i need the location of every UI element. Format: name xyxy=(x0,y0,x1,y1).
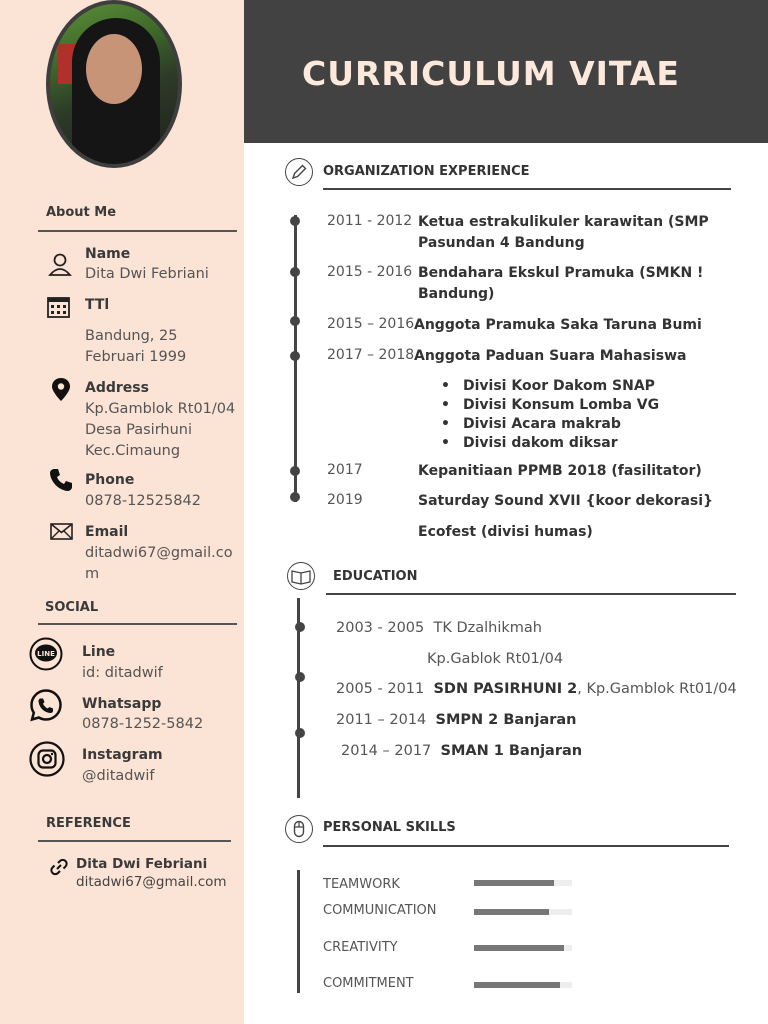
address-line3: Kec.Cimaung xyxy=(85,443,181,459)
skill-bar-track xyxy=(474,945,572,951)
reference-rule xyxy=(38,840,231,842)
line-value: id: ditadwif xyxy=(82,665,163,681)
phone-value: 0878-12525842 xyxy=(85,493,201,509)
social-rule xyxy=(38,623,237,625)
skill-label: TEAMWORK xyxy=(323,877,400,892)
sidebar xyxy=(0,0,244,1024)
edu-school-4: SMAN 1 Banjaran xyxy=(440,743,583,759)
address-label: Address xyxy=(85,380,149,396)
name-value: Dita Dwi Febriani xyxy=(85,266,209,282)
timeline-dot xyxy=(290,316,300,326)
org-desc-2-line2: Bandung) xyxy=(418,286,495,302)
reference-heading: REFERENCE xyxy=(46,816,131,831)
skill-bar-fill xyxy=(474,909,549,915)
org-bullet: • Divisi Acara makrab xyxy=(463,416,621,432)
header-banner xyxy=(244,0,768,143)
org-desc-6-line2: Ecofest (divisi humas) xyxy=(418,524,593,540)
pencil-icon xyxy=(285,158,313,186)
org-desc-4: Anggota Paduan Suara Mahasiswa xyxy=(414,348,687,364)
org-year-5: 2017 xyxy=(327,462,363,478)
person-icon xyxy=(47,251,73,277)
timeline-dot xyxy=(295,672,305,682)
profile-photo xyxy=(46,0,182,168)
org-year-2: 2015 - 2016 xyxy=(327,264,413,280)
mail-icon xyxy=(49,519,75,545)
instagram-label: Instagram xyxy=(82,747,163,763)
svg-text:LINE: LINE xyxy=(37,650,55,658)
skill-bar-fill xyxy=(474,880,554,886)
edu-school-2: SDN PASIRHUNI 2 xyxy=(433,681,578,697)
calendar-icon xyxy=(46,294,72,320)
link-icon xyxy=(49,857,69,877)
edu-year-1: 2003 - 2005 xyxy=(336,620,425,636)
line-app-icon xyxy=(29,637,63,671)
timeline-dot xyxy=(295,622,305,632)
edu-address-2: , Kp.Gamblok Rt01/04 xyxy=(577,681,737,697)
org-year-4: 2017 – 2018 xyxy=(327,347,415,363)
about-rule xyxy=(38,230,237,232)
timeline-dot xyxy=(295,728,305,738)
timeline-dot xyxy=(290,466,300,476)
skill-label: COMMITMENT xyxy=(323,976,414,991)
name-label: Name xyxy=(85,246,131,262)
org-year-3: 2015 – 2016 xyxy=(327,316,415,332)
email-value-line1: ditadwi67@gmail.co xyxy=(85,545,233,561)
ttl-value-line1: Bandung, 25 xyxy=(85,328,178,344)
org-desc-2-line1: Bendahara Ekskul Pramuka (SMKN ! xyxy=(418,265,704,281)
instagram-icon xyxy=(29,741,65,777)
org-year-1: 2011 - 2012 xyxy=(327,213,413,229)
org-bullet: • Divisi Konsum Lomba VG xyxy=(463,397,659,413)
address-line1: Kp.Gamblok Rt01/04 xyxy=(85,401,236,417)
line-label: Line xyxy=(82,644,116,660)
education-heading: EDUCATION xyxy=(333,569,418,584)
whatsapp-value: 0878-1252-5842 xyxy=(82,716,204,732)
edu-entry-3 xyxy=(336,712,577,728)
organization-heading: ORGANIZATION EXPERIENCE xyxy=(323,164,530,179)
mouse-icon xyxy=(285,815,313,843)
skill-bar-track xyxy=(474,982,572,988)
email-label: Email xyxy=(85,524,129,540)
skill-label: COMMUNICATION xyxy=(323,903,437,918)
reference-email: ditadwi67@gmail.com xyxy=(76,874,227,890)
photo-face-shape xyxy=(86,34,142,104)
skill-bar-track xyxy=(474,880,572,886)
edu-year-2: 2005 - 2011 xyxy=(336,681,425,697)
ttl-value-line2: Februari 1999 xyxy=(85,349,187,365)
timeline-dot xyxy=(290,351,300,361)
skill-bar-track xyxy=(474,909,572,915)
skills-heading: PERSONAL SKILLS xyxy=(323,820,456,835)
phone-icon xyxy=(48,467,74,493)
org-year-6: 2019 xyxy=(327,492,363,508)
edu-school-3: SMPN 2 Banjaran xyxy=(435,712,577,728)
org-desc-6-line1: Saturday Sound XVII {koor dekorasi} xyxy=(418,493,714,509)
edu-school-1: TK Dzalhikmah xyxy=(433,620,542,636)
timeline-dot xyxy=(290,216,300,226)
skill-label: CREATIVITY xyxy=(323,940,398,955)
org-desc-5: Kepanitiaan PPMB 2018 (fasilitator) xyxy=(418,463,702,479)
edu-year-3: 2011 – 2014 xyxy=(336,712,427,728)
page-title: CURRICULUM VITAE xyxy=(302,54,680,93)
edu-entry-4 xyxy=(341,743,582,759)
skills-rule xyxy=(323,845,729,847)
open-book-icon xyxy=(287,562,315,590)
education-rule xyxy=(326,593,736,595)
org-bullet: • Divisi Koor Dakom SNAP xyxy=(463,378,655,394)
org-bullet: • Divisi dakom diksar xyxy=(463,435,618,451)
social-heading: SOCIAL xyxy=(45,600,99,615)
skills-timeline xyxy=(297,870,300,993)
whatsapp-icon xyxy=(29,688,63,722)
edu-entry-2 xyxy=(336,681,737,697)
org-desc-1-line1: Ketua estrakulikuler karawitan (SMP xyxy=(418,214,709,230)
edu-entry-1 xyxy=(336,620,542,636)
address-line2: Desa Pasirhuni xyxy=(85,422,193,438)
email-value-line2: m xyxy=(85,566,100,582)
timeline-dot xyxy=(290,267,300,277)
edu-year-4: 2014 – 2017 xyxy=(341,743,432,759)
org-desc-3: Anggota Pramuka Saka Taruna Bumi xyxy=(414,317,702,333)
location-pin-icon xyxy=(48,376,74,402)
ttl-label: TTl xyxy=(85,297,110,313)
phone-label: Phone xyxy=(85,472,135,488)
org-desc-1-line2: Pasundan 4 Bandung xyxy=(418,235,585,251)
reference-name: Dita Dwi Febriani xyxy=(76,856,208,872)
about-heading: About Me xyxy=(46,205,117,220)
organization-rule xyxy=(323,188,731,190)
skill-bar-fill xyxy=(474,982,560,988)
edu-address-1: Kp.Gablok Rt01/04 xyxy=(427,651,564,667)
whatsapp-label: Whatsapp xyxy=(82,696,162,712)
skill-bar-fill xyxy=(474,945,564,951)
instagram-value: @ditadwif xyxy=(82,768,155,784)
timeline-dot xyxy=(290,492,300,502)
